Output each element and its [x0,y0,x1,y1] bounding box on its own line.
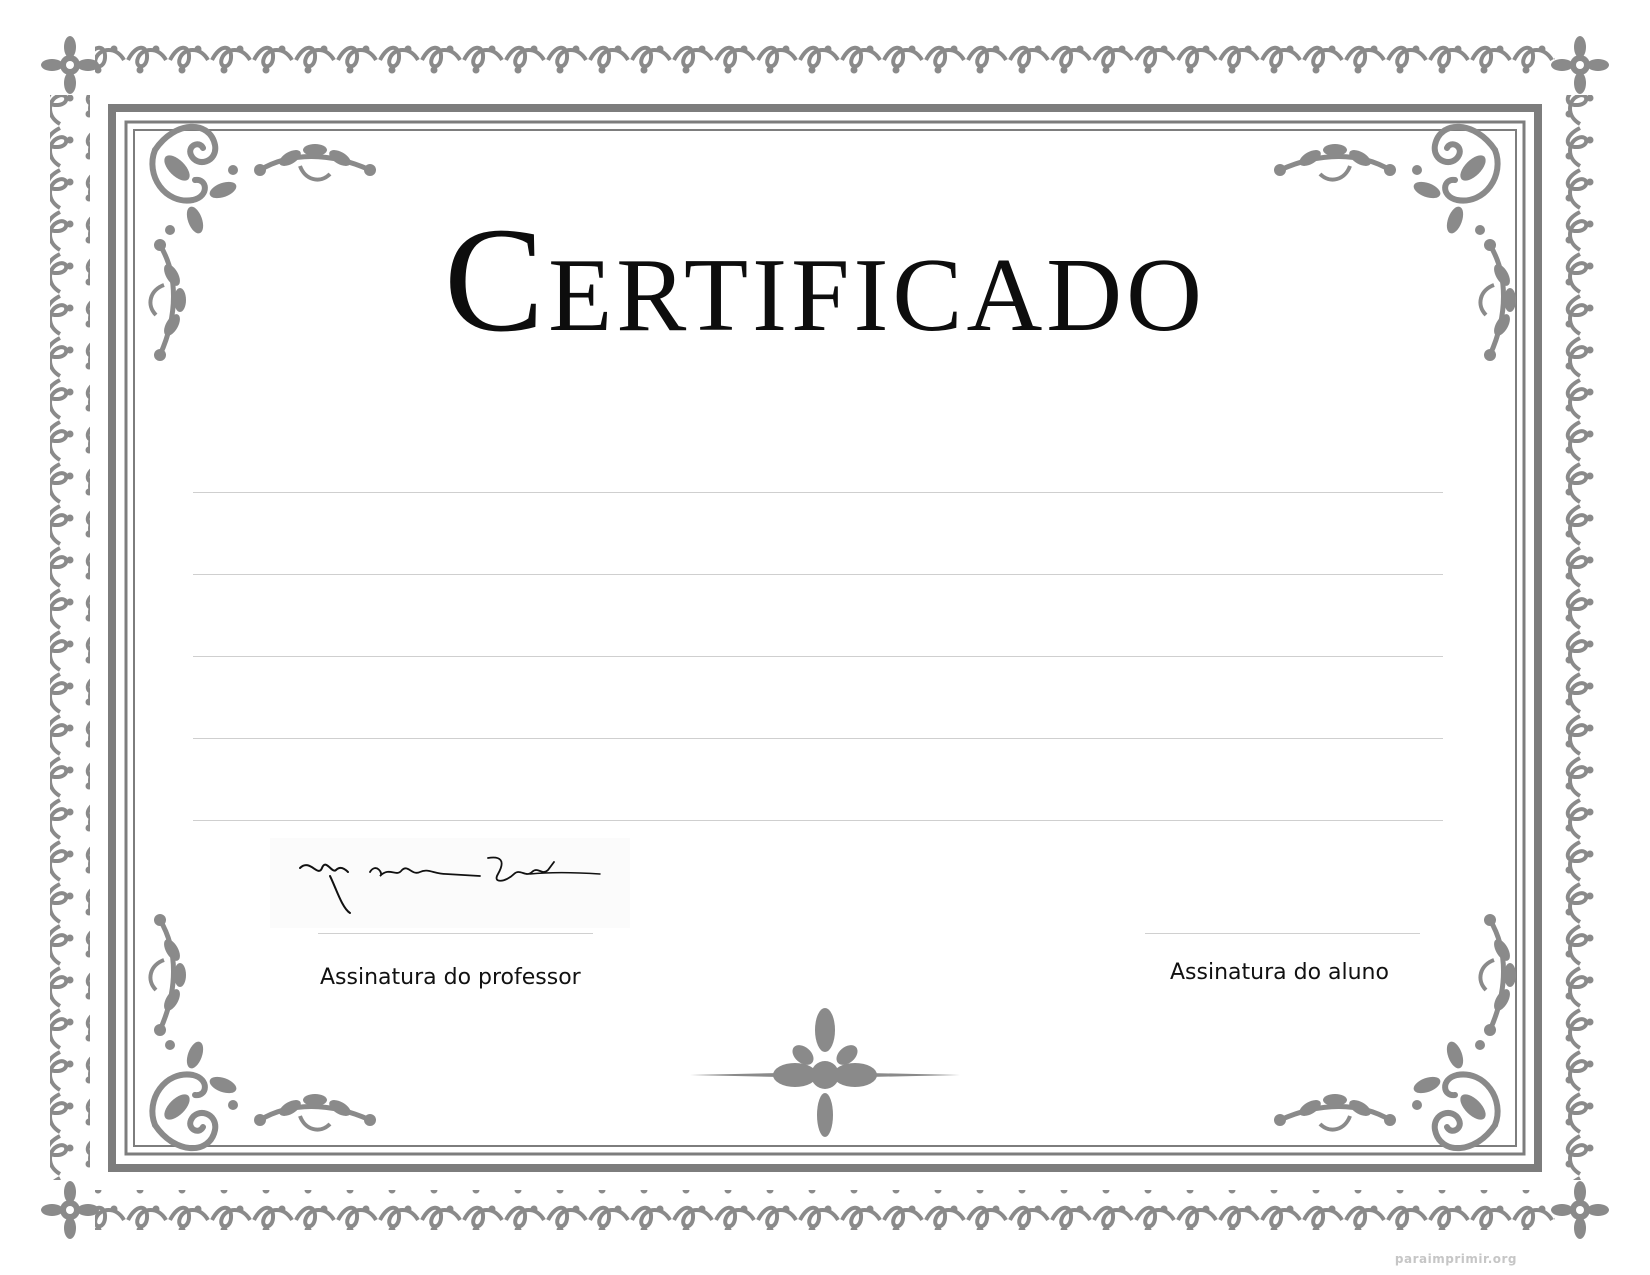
bottom-center-ornament-icon [690,1008,960,1137]
blank-line[interactable] [193,738,1443,739]
certificate-title: Certificado [444,197,1206,363]
blank-line[interactable] [193,492,1443,493]
teacher-signature-line[interactable] [318,933,593,934]
blank-line[interactable] [193,574,1443,575]
teacher-signature-image [270,838,630,928]
blank-line[interactable] [193,656,1443,657]
student-signature-label: Assinatura do aluno [1170,960,1389,985]
teacher-signature-label: Assinatura do professor [320,965,581,990]
blank-line[interactable] [193,820,1443,821]
student-signature-line[interactable] [1145,933,1420,934]
watermark: paraimprimir.org [1394,1252,1517,1266]
